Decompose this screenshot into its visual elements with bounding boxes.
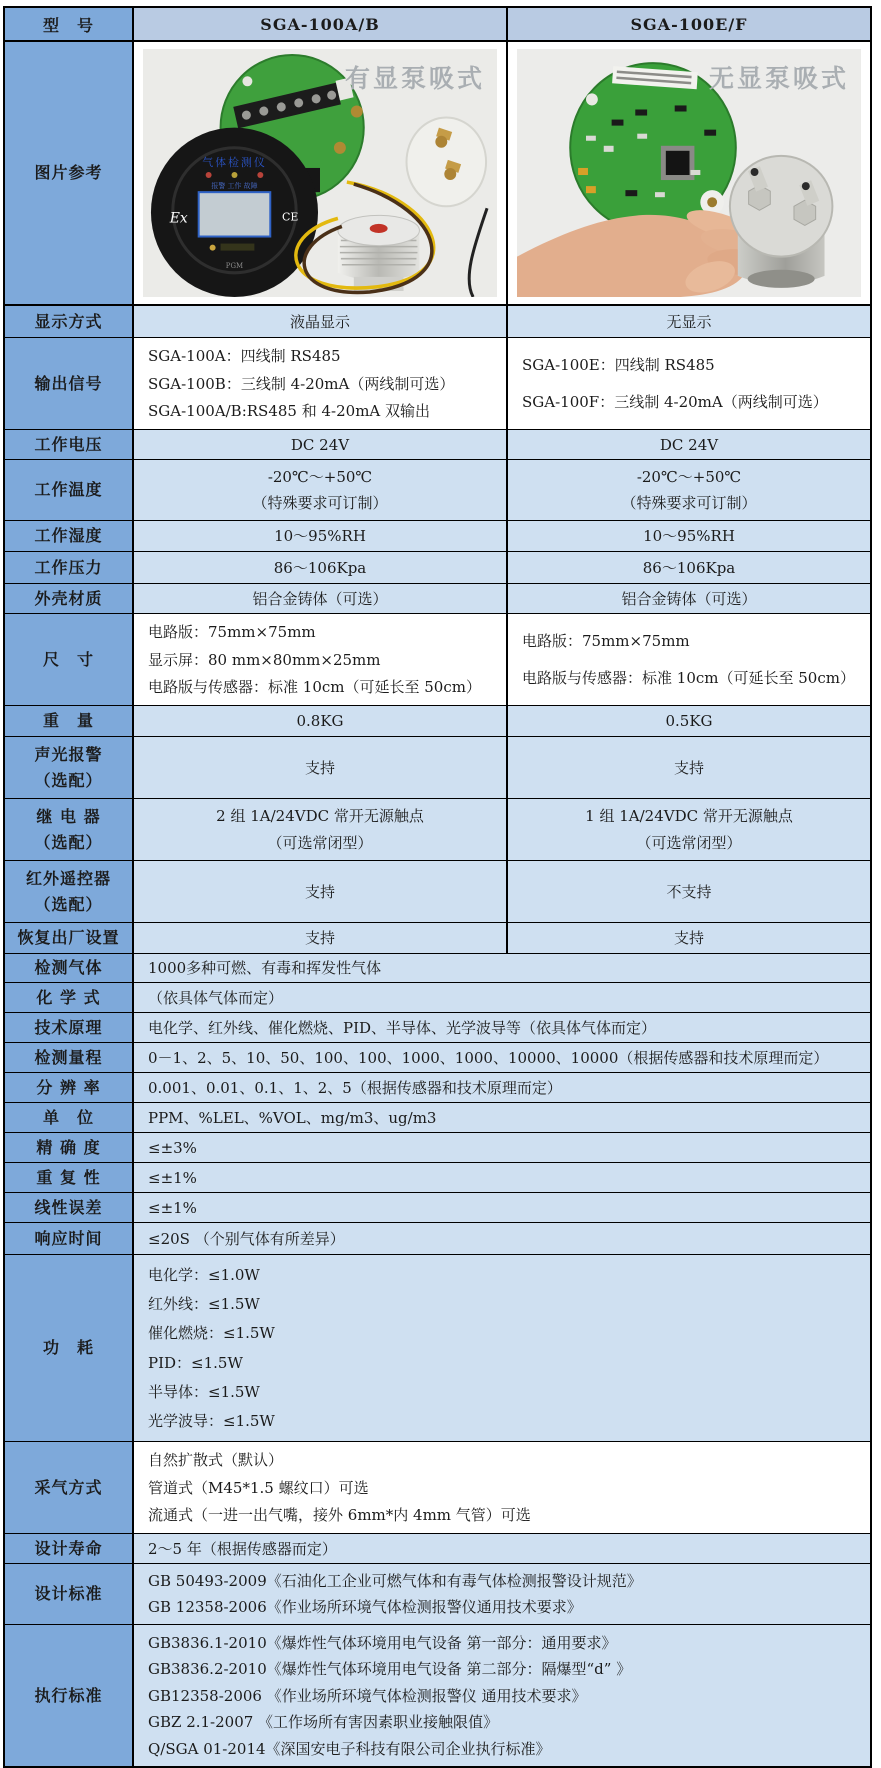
row-label-audible-visual-alarm — [5, 737, 134, 798]
product-photo-sga100ab — [143, 49, 497, 297]
value-text: SGA-100F：三线制 4-20mA（两线制可选） — [522, 392, 828, 411]
spec-row-housing-material — [5, 584, 870, 614]
value-text: 红外线：≤1.5W — [148, 1295, 260, 1314]
value-text: 2 组 1A/24VDC 常开无源触点 — [216, 807, 424, 826]
value-text: GB12358-2006 《作业场所环境气体检测报警仪 通用技术要求》 — [148, 1686, 587, 1705]
row-label-text: 设计标准 — [34, 1584, 103, 1604]
row-label-text: 技术原理 — [34, 1017, 103, 1037]
value-cell-factory-reset-b — [508, 923, 870, 953]
value-cell-working-voltage-b — [508, 430, 870, 459]
row-label-power-consumption — [5, 1255, 134, 1441]
spec-row-weight — [5, 706, 870, 737]
row-label-text: 设计寿命 — [34, 1538, 103, 1558]
ce-mark: CE — [281, 210, 299, 224]
value-cell-audible-visual-alarm-a — [134, 737, 508, 798]
row-label-dimensions — [5, 614, 134, 705]
header-model-sga100ef: SGA-100E/F — [508, 8, 870, 40]
value-text: 0－1、2、5、10、50、100、100、1000、1000、10000、10000（根据传感器和技术原理而定） — [148, 1048, 829, 1067]
value-cell-display-mode-b — [508, 306, 870, 337]
spec-row-design-life — [5, 1534, 870, 1564]
row-label-text: 继 电 器 — [36, 806, 101, 826]
value-text: 0.001、0.01、0.1、1、2、5（根据传感器和技术原理而定） — [148, 1078, 562, 1097]
value-text: 电路版：75mm×75mm — [522, 632, 690, 651]
row-label-text: 红外遥控器 — [25, 868, 111, 888]
spec-row-factory-reset — [5, 923, 870, 954]
row-label-repeatability — [5, 1163, 134, 1192]
header-model-label: 型 号 — [5, 8, 134, 40]
spec-row-chemical-formula — [5, 983, 870, 1013]
value-cell-ir-remote-b — [508, 861, 870, 922]
row-label-text: 采气方式 — [34, 1477, 103, 1497]
detector-title-text: 气体检测仪 — [202, 155, 267, 169]
value-text: 光学波导：≤1.5W — [148, 1411, 275, 1430]
value-cell-housing-material-a — [134, 584, 508, 613]
row-label-text: （选配） — [34, 771, 103, 791]
value-text: 流通式（一进一出气嘴，接外 6mm*内 4mm 气管）可选 — [148, 1505, 531, 1524]
value-text: 10～95%RH — [274, 527, 366, 545]
row-label-text: 检测量程 — [34, 1047, 103, 1067]
value-cell-dimensions-a — [134, 614, 508, 705]
value-cell-repeatability — [134, 1163, 870, 1192]
value-text: 86～106Kpa — [642, 558, 736, 577]
value-text: GB3836.1-2010《爆炸性气体环境用电气设备 第一部分：通用要求》 — [148, 1633, 617, 1652]
row-label-relay — [5, 799, 134, 860]
spec-row-detection-range — [5, 1043, 870, 1073]
photo-cell-sga100ef — [508, 42, 870, 304]
spec-row-detected-gases — [5, 954, 870, 983]
value-text: 10～95%RH — [643, 527, 735, 545]
row-label-text: 声光报警 — [34, 744, 103, 764]
photo-cell-sga100ab — [134, 42, 508, 304]
value-cell-response-time — [134, 1223, 870, 1254]
value-text: （依具体气体而定） — [148, 988, 284, 1007]
value-text: 半导体：≤1.5W — [148, 1382, 260, 1401]
value-cell-detection-range — [134, 1043, 870, 1072]
row-label-text: 线性误差 — [34, 1197, 103, 1217]
row-label-text: （选配） — [34, 833, 103, 853]
row-label-text: 响应时间 — [34, 1228, 103, 1248]
value-cell-resolution — [134, 1073, 870, 1102]
row-label-text: 外壳材质 — [34, 588, 103, 608]
spec-row-working-humidity — [5, 521, 870, 552]
value-cell-executive-standards — [134, 1625, 870, 1766]
value-cell-dimensions-b — [508, 614, 870, 705]
value-cell-ir-remote-a — [134, 861, 508, 922]
row-label-text: 单 位 — [42, 1107, 94, 1127]
spec-row-dimensions — [5, 614, 870, 706]
value-cell-sampling-method — [134, 1442, 870, 1533]
spec-row-ir-remote — [5, 861, 870, 923]
value-cell-output-signal-b — [508, 338, 870, 429]
row-label-text: 功 耗 — [42, 1338, 94, 1358]
row-label-text: 输出信号 — [34, 373, 103, 393]
value-text: （可选常闭型） — [267, 833, 373, 852]
product-photo-sga100ef — [517, 49, 861, 297]
watermark-pumped-with-display: 有显泵吸式 — [344, 64, 485, 93]
photo-row-label-text: 图片参考 — [34, 163, 103, 183]
value-cell-working-humidity-b — [508, 521, 870, 551]
spec-row-working-pressure — [5, 552, 870, 584]
value-text: 电化学：≤1.0W — [148, 1266, 260, 1285]
row-label-response-time — [5, 1223, 134, 1254]
detector-led-labels: 报警 工作 故障 — [211, 182, 258, 191]
row-label-design-standards — [5, 1564, 134, 1624]
row-label-factory-reset — [5, 923, 134, 953]
value-text: -20℃～+50℃ — [636, 468, 742, 486]
spec-row-executive-standards — [5, 1625, 870, 1766]
row-label-detected-gases — [5, 954, 134, 982]
row-label-technical-principle — [5, 1013, 134, 1042]
value-text: 支持 — [304, 882, 335, 901]
product-spec-table — [3, 6, 872, 1768]
value-text: Q/SGA 01-2014《深国安电子科技有限公司企业执行标准》 — [148, 1739, 551, 1758]
value-text: （特殊要求可订制） — [252, 494, 388, 512]
row-label-text: 工作电压 — [34, 434, 103, 454]
value-text: 电路版与传感器：标准 10cm（可延长至 50cm） — [148, 677, 481, 696]
row-label-working-humidity — [5, 521, 134, 551]
value-cell-technical-principle — [134, 1013, 870, 1042]
row-label-text: 重 复 性 — [36, 1167, 101, 1187]
row-label-executive-standards — [5, 1625, 134, 1766]
row-label-text: 工作压力 — [34, 557, 103, 577]
value-text: SGA-100A/B:RS485 和 4-20mA 双输出 — [148, 401, 431, 420]
spec-row-accuracy — [5, 1133, 870, 1163]
value-text: 自然扩散式（默认） — [148, 1451, 284, 1470]
row-label-text: 化 学 式 — [36, 987, 101, 1007]
value-cell-design-life — [134, 1534, 870, 1563]
value-text: （可选常闭型） — [636, 833, 742, 852]
value-text: -20℃～+50℃ — [267, 468, 373, 486]
value-text: GB3836.2-2010《爆炸性气体环境用电气设备 第二部分：隔爆型“d” 》 — [148, 1660, 632, 1678]
value-text: ≤±1% — [148, 1198, 197, 1217]
value-cell-power-consumption — [134, 1255, 870, 1441]
value-text: （特殊要求可订制） — [621, 494, 757, 512]
value-text: 铝合金铸体（可选） — [621, 589, 757, 608]
sensor-cylinder — [730, 156, 833, 288]
value-cell-audible-visual-alarm-b — [508, 737, 870, 798]
row-label-text: 工作温度 — [34, 480, 103, 500]
value-text: 电路版：75mm×75mm — [148, 623, 316, 642]
row-label-text: 显示方式 — [34, 311, 103, 331]
value-cell-factory-reset-a — [134, 923, 508, 953]
row-label-accuracy — [5, 1133, 134, 1162]
value-text: SGA-100E：四线制 RS485 — [522, 356, 715, 375]
value-text: 液晶显示 — [289, 312, 350, 331]
row-label-text: 分 辨 率 — [36, 1077, 101, 1097]
value-cell-weight-b — [508, 706, 870, 736]
value-cell-chemical-formula — [134, 983, 870, 1012]
photo-reference-row — [5, 42, 870, 306]
row-label-housing-material — [5, 584, 134, 613]
value-text: 铝合金铸体（可选） — [252, 589, 388, 608]
value-text: PID：≤1.5W — [148, 1353, 243, 1372]
value-cell-display-mode-a — [134, 306, 508, 337]
spec-row-repeatability — [5, 1163, 870, 1193]
pgm-button-label: PGM — [225, 261, 244, 270]
value-text: 86～106Kpa — [273, 558, 367, 577]
spec-row-technical-principle — [5, 1013, 870, 1043]
value-text: DC 24V — [290, 435, 350, 454]
value-cell-design-standards — [134, 1564, 870, 1624]
value-text: 支持 — [304, 758, 335, 777]
value-cell-weight-a — [134, 706, 508, 736]
watermark-pumped-no-display: 无显泵吸式 — [708, 64, 849, 93]
value-text: 0.5KG — [665, 712, 713, 730]
row-label-linearity-error — [5, 1193, 134, 1222]
value-cell-working-humidity-a — [134, 521, 508, 551]
value-cell-units — [134, 1103, 870, 1132]
value-text: SGA-100B：三线制 4-20mA（两线制可选） — [148, 374, 455, 393]
row-label-text: 工作湿度 — [34, 526, 103, 546]
row-label-sampling-method — [5, 1442, 134, 1533]
row-label-chemical-formula — [5, 983, 134, 1012]
value-text: 不支持 — [666, 882, 712, 901]
value-text: 支持 — [673, 929, 704, 947]
value-cell-working-temperature-a — [134, 460, 508, 520]
spec-row-output-signal — [5, 338, 870, 430]
row-label-units — [5, 1103, 134, 1132]
value-text: DC 24V — [659, 435, 719, 454]
value-text: 电化学、红外线、催化燃烧、PID、半导体、光学波导等（依具体气体而定） — [148, 1018, 657, 1037]
value-cell-relay-a — [134, 799, 508, 860]
value-text: GB 12358-2006《作业场所环境气体检测报警仪通用技术要求》 — [148, 1598, 582, 1616]
spec-row-resolution — [5, 1073, 870, 1103]
row-label-detection-range — [5, 1043, 134, 1072]
row-label-design-life — [5, 1534, 134, 1563]
header-model-sga100ab: SGA-100A/B — [134, 8, 508, 40]
row-label-text: 检测气体 — [34, 958, 103, 978]
value-cell-housing-material-b — [508, 584, 870, 613]
value-text: 支持 — [304, 929, 335, 947]
photo-row-label — [5, 42, 134, 304]
spec-row-relay — [5, 799, 870, 861]
value-text: GBZ 2.1-2007 《工作场所有害因素职业接触限值》 — [148, 1713, 499, 1731]
row-label-text: 精 确 度 — [36, 1137, 101, 1157]
row-label-text: 执行标准 — [34, 1685, 103, 1705]
spec-row-sampling-method — [5, 1442, 870, 1534]
row-label-ir-remote — [5, 861, 134, 922]
value-cell-accuracy — [134, 1133, 870, 1162]
row-label-text: （选配） — [34, 895, 103, 915]
spec-row-power-consumption — [5, 1255, 870, 1442]
spec-row-working-temperature — [5, 460, 870, 521]
row-label-text: 重 量 — [42, 711, 94, 731]
value-text: 管道式（M45*1.5 螺纹口）可选 — [148, 1478, 369, 1497]
value-cell-output-signal-a — [134, 338, 508, 429]
value-cell-working-pressure-b — [508, 552, 870, 583]
row-label-text: 恢复出厂设置 — [17, 928, 120, 948]
row-label-working-temperature — [5, 460, 134, 520]
spec-row-design-standards — [5, 1564, 870, 1625]
value-text: ≤20S （个别气体有所差异） — [148, 1229, 345, 1248]
spec-row-response-time — [5, 1223, 870, 1255]
value-text: 支持 — [673, 758, 704, 777]
row-label-resolution — [5, 1073, 134, 1102]
row-label-output-signal — [5, 338, 134, 429]
spec-row-working-voltage — [5, 430, 870, 460]
value-cell-linearity-error — [134, 1193, 870, 1222]
value-text: ≤±1% — [148, 1168, 197, 1187]
value-text: 1000多种可燃、有毒和挥发性气体 — [148, 959, 382, 977]
value-text: 无显示 — [666, 312, 712, 331]
spec-rows-container — [5, 306, 870, 1766]
value-cell-relay-b — [508, 799, 870, 860]
value-text: 1 组 1A/24VDC 常开无源触点 — [585, 807, 793, 826]
value-text: SGA-100A：四线制 RS485 — [148, 347, 341, 366]
value-text: ≤±3% — [148, 1138, 197, 1157]
ex-mark: Ex — [169, 210, 188, 227]
value-text: GB 50493-2009《石油化工企业可燃气体和有毒气体检测报警设计规范》 — [148, 1572, 642, 1590]
row-label-working-pressure — [5, 552, 134, 583]
row-label-weight — [5, 706, 134, 736]
value-cell-working-pressure-a — [134, 552, 508, 583]
value-text: PPM、%LEL、%VOL、mg/m3、ug/m3 — [148, 1108, 437, 1127]
value-text: 电路版与传感器：标准 10cm（可延长至 50cm） — [522, 668, 855, 687]
spec-row-linearity-error — [5, 1193, 870, 1223]
value-cell-working-voltage-a — [134, 430, 508, 459]
row-label-text: 尺 寸 — [42, 649, 94, 669]
detector-lcd — [199, 192, 271, 236]
header-row — [5, 8, 870, 42]
value-text: 催化燃烧：≤1.5W — [148, 1324, 275, 1343]
value-text: 显示屏：80 mm×80mm×25mm — [148, 650, 381, 669]
row-label-working-voltage — [5, 430, 134, 459]
value-text: 0.8KG — [296, 712, 344, 730]
value-cell-working-temperature-b — [508, 460, 870, 520]
spec-row-units — [5, 1103, 870, 1133]
row-label-display-mode — [5, 306, 134, 337]
value-cell-detected-gases — [134, 954, 870, 982]
value-text: 2～5 年（根据传感器而定） — [148, 1539, 337, 1558]
spec-row-display-mode — [5, 306, 870, 338]
spec-row-audible-visual-alarm — [5, 737, 870, 799]
